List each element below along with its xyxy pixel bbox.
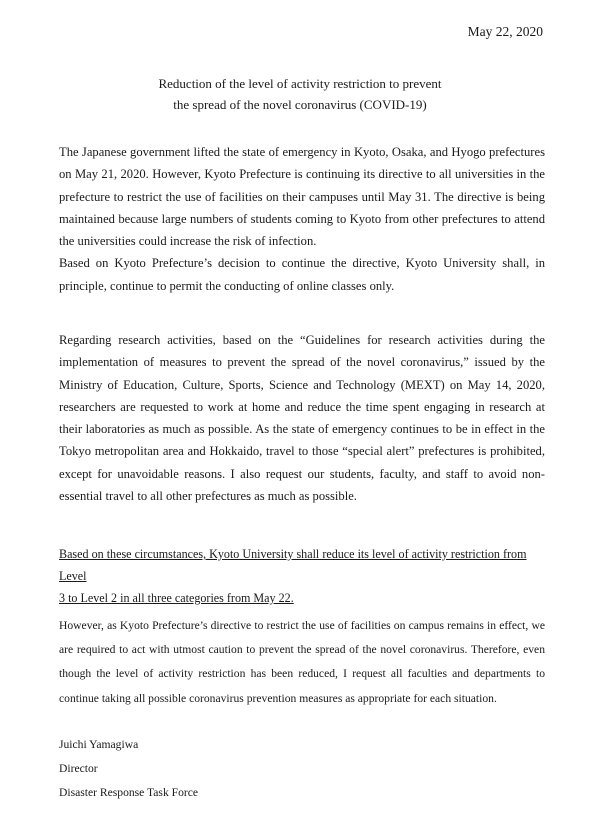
title-line-2: the spread of the novel coronavirus (COVID-19) xyxy=(173,97,427,112)
paragraph-level-change-line-2: 3 to Level 2 in all three categories from May 22. xyxy=(59,591,294,605)
title-line-1: Reduction of the level of activity restriction to prevent xyxy=(158,76,442,91)
document-date: May 22, 2020 xyxy=(467,24,543,39)
signatory-organization: Disaster Response Task Force xyxy=(59,786,199,800)
body-section-level-change xyxy=(59,543,545,609)
signature-block xyxy=(59,733,198,806)
body-section-caution xyxy=(59,614,545,711)
paragraph-caution: However, as Kyoto Prefecture’s directive to restrict the use of facilities on campus remains in effect, we are required to act with utmost caution to prevent the spread of the novel coronavirus. Therefore, even though the level of activity restriction has been reduced, I request all faculties and departments to continue taking all possible coronavirus prevention measures as appropriate for each situation. xyxy=(59,619,545,705)
signatory-name: Juichi Yamagiwa xyxy=(59,738,139,751)
paragraph-research-activities: Regarding research activities, based on the “Guidelines for research activities during the implementation of measures to prevent the spread of the novel coronavirus,” issued by the Ministry of Education, Culture, Sports, Science and Technology (MEXT) on May 14, 2020, researchers are requested to work at home and reduce the time spent engaging in research at their laboratories as much as possible. As the state of emergency continues to be in effect in the Tokyo metropolitan area and Hokkaido, travel to those “special alert” prefectures is prohibited, except for unavoidable reasons. I also request our students, faculty, and staff to avoid non-essential travel to all other prefectures as much as possible. xyxy=(59,333,545,504)
paragraph-state-of-emergency: The Japanese government lifted the state of emergency in Kyoto, Osaka, and Hyogo prefectures on May 21, 2020. However, Kyoto Prefecture is continuing its directive to all universities in the prefecture to restrict the use of facilities on their campuses until May 31. The directive is being maintained because large numbers of students coming to Kyoto from other prefectures to attend the universities could increase the risk of infection. xyxy=(59,145,545,249)
body-section-research xyxy=(59,329,545,507)
signatory-position: Director xyxy=(59,762,98,776)
document-title xyxy=(0,73,600,115)
paragraph-level-change-line-1: Based on these circumstances, Kyoto University shall reduce its level of activity restriction from Level xyxy=(59,547,527,583)
body-section-1 xyxy=(59,141,545,297)
paragraph-online-classes: Based on Kyoto Prefecture’s decision to continue the directive, Kyoto University shall, in principle, continue to permit the conducting of online classes only. xyxy=(59,256,545,293)
